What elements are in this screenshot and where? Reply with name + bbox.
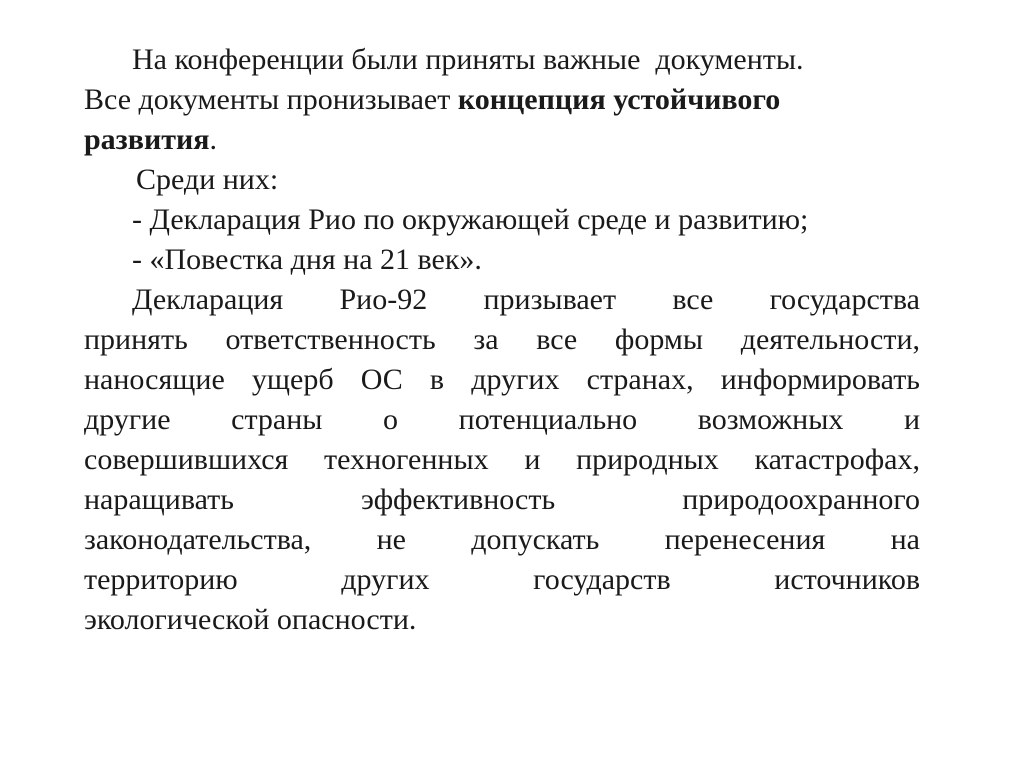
paragraph-line: Декларация Рио-92 призывает все государства <box>132 283 920 316</box>
concept-period: . <box>209 123 217 156</box>
list-item-agenda-21: - «Повестка дня на 21 век». <box>132 243 482 276</box>
concept-line-continued <box>84 120 920 160</box>
list-item-rio-declaration: - Декларация Рио по окружающей среде и развитию; <box>132 203 809 236</box>
paragraph-line: территорию других государств источников <box>84 563 920 596</box>
paragraph-line: другие страны о потенциально возможных и <box>84 403 920 436</box>
concept-bold-text: концепция устойчивого <box>457 83 781 116</box>
concept-line-text: Все документы пронизывает <box>84 83 458 116</box>
concept-line <box>84 80 920 120</box>
paragraph-last-line: экологической опасности. <box>84 603 417 636</box>
paragraph-line: законодательства, не допускать перенесения на <box>84 523 920 556</box>
paragraph-line: наращивать эффективность природоохранного <box>84 483 920 516</box>
document-text <box>84 40 920 640</box>
concept-bold-text-continued: развития <box>84 123 210 156</box>
paragraph-line: наносящие ущерб ОС в других странах, информировать <box>84 363 920 396</box>
among-them-line: Среди них: <box>136 163 279 196</box>
intro-line: На конференции были приняты важные документы. <box>132 43 804 76</box>
paragraph-line: совершившихся техногенных и природных катастрофах, <box>84 443 920 476</box>
paragraph-line: принять ответственность за все формы деятельности, <box>84 323 920 356</box>
